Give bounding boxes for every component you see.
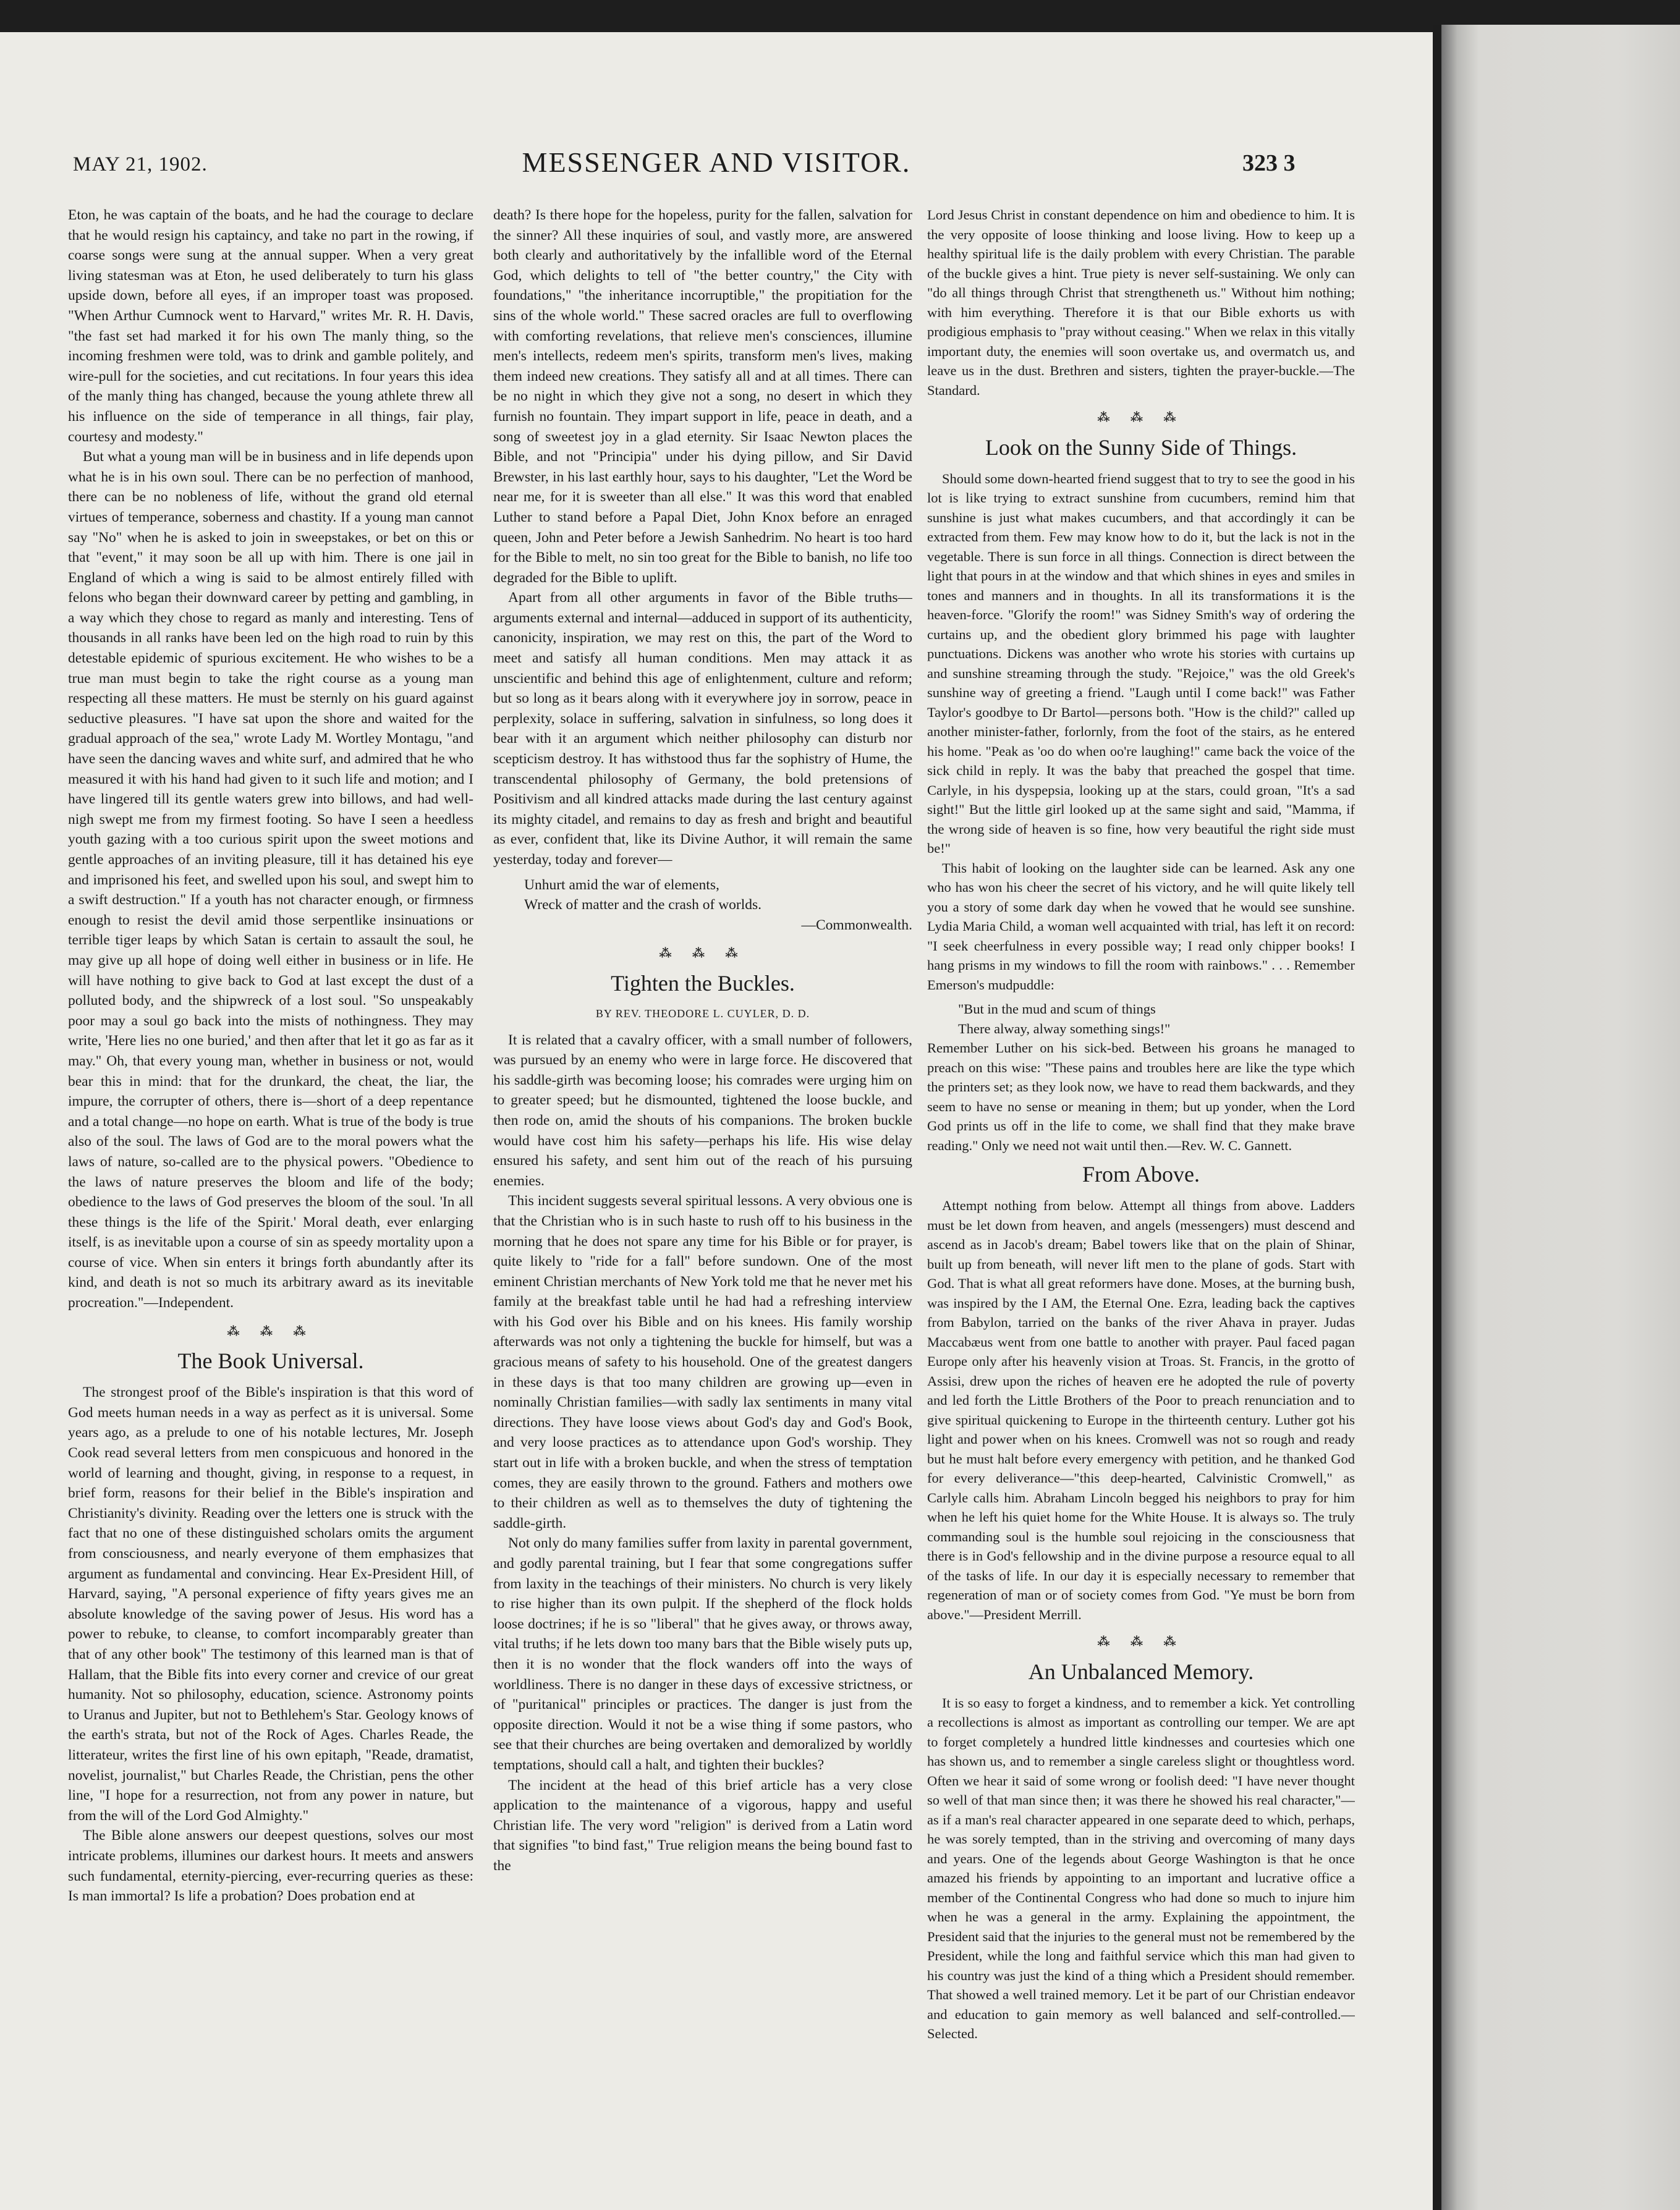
paragraph: It is so easy to forget a kindness, and to remember a kick. Yet controlling a recollections is almost as important as controlling our temper. We are apt to forget completely a hundred little kindnesses and courtesies which one has shown us, and to remember a single careless slight or thoughtless word. Often we hear it said of some wrong or foolish deed: "I have never thought so well of that man since then; it was there he showed his real character,"—as if a man's real character appeared in one separate deed to which, perhaps, he was sorely tempted, than in the striving and overcoming of many days and years. One of the legends about George Washington is that he once amazed his friends by appointing to an important and lucrative office a member of the Continental Congress who had done so much to injure him when he was a general in the army. Explaining the appointment, the President said that the injuries to the general must not be remembered by the President, while the long and faithful service which this man had given to his country was just the kind of a thing which a President should remember. That showed a well trained memory. Let it be part of our Christian endeavor and education to gain memory as well balanced and self-controlled.—Selected. xyxy=(927,1695,1355,2041)
paragraph: Attempt nothing from below. Attempt all things from above. Ladders must be let down from heaven, and angels (messengers) must descend and ascend as in Jacob's dream; Babel towers like that on the plain of Shinar, built up from beneath, will never lift men to the plane of gods. Start with God. That is what all great reformers have done. Moses, at the burning bush, was inspired by the I AM, the Eternal One. Ezra, leading back the captives from Babylon, tarried on the banks of the river Ahava in prayer. Judas Maccabæus went from one battle to another with prayer. Paul faced pagan Europe only after his heavenly vision at Troas. St. Francis, in the grotto of Assisi, drew upon the riches of heaven ere he adopted the rule of poverty and led forth the Little Brothers of the Poor to preach renunciation and to give spiritual quickening to Europe in the thirteenth century. Luther got his light and power when on his knees. Cromwell was not so rough and ready but he must halt before every emergency with petition, and he thanked God for every deliverance—"this deep-hearted, Calvinistic Cromwell," as Carlyle calls him. Abraham Lincoln begged his neighbors to pray for him when he left his quiet home for the White House. It is always so. The truly commanding soul is the humble soul rejoicing in the consciousness that there is in God's fellowship and in the divine purpose a resource equal to all of the tasks of life. In our day it is especially necessary to remember that regeneration of man or of society comes from God. "Ye must be born from above."—President Merrill. xyxy=(927,1198,1355,1622)
verse-line: "But in the mud and scum of things xyxy=(958,1001,1156,1017)
paragraph: This incident suggests several spiritual lessons. A very obvious one is that the Christian who is in such haste to rush off to his business in the morning that he does not spare any time for his Bible or for prayer, is quite likely to "ride for a fall" before sundown. One of the most eminent Christian merchants of New York told me that he never met his family at the breakfast table until he had had a refreshing interview with his God over his Bible and on his knees. His family worship afterwards was not only a tightening the buckle for himself, but was a gracious means of safety to his household. One of the greatest dangers in these days is that too many children are growing up—even in nominally Christian families—with sadly lax sentiments in many vital directions. They have loose views about God's day and God's Book, and very loose practices as to attendance upon God's worship. They start out in life with a broken buckle, and when the stress of temptation comes, they are easily thrown to the ground. Fathers and mothers owe to their children as well as to themselves the duty of tightening the saddle-girth. xyxy=(493,1193,912,1531)
paragraph: The strongest proof of the Bible's inspiration is that this word of God meets human needs in a way as perfect as it is universal. Some years ago, as a prelude to one of his notable lectures, Mr. Joseph Cook read several letters from men conspicuous and honored in the world of learning and thought, giving, in response to a request, in brief form, reasons for their belief in the Bible's inspiration and Christianity's divinity. Reading over the letters one is struck with the fact that no one of these distinguished scholars omits the argument from consciousness, and nearly everyone of them emphasizes that argument as fundamental and convincing. Hear Ex-President Hill, of Harvard, saying, "A personal experience of fifty years gives me an absolute knowledge of the saving power of Jesus. His word has a power to rebuke, to cleanse, to comfort incomparably greater than that of any other book" The testimony of this learned man is that of Hallam, that the Bible fits into every corner and crevice of our great humanity. Not so philosophy, education, science. Astronomy points to Uranus and Jupiter, but not to Bethlehem's Star. Geology knows of the earth's strata, but not of the Rock of Ages. Charles Reade, the litterateur, writes the first line of his own epitaph, "Reade, dramatist, novelist, journalist," but Charles Reade, the Christian, pens the other line, "I hope for a resurrection, not from any power in nature, but from the will of the Lord God Almighty." xyxy=(68,1384,473,1824)
paragraph: Should some down-hearted friend suggest that to try to see the good in his lot is like trying to extract sunshine from cucumbers, remind him that sunshine is just what makes cucumbers, and that accordingly it can be extracted from them. Few may know how to do it, but the lack is not in the vegetable. There is sun force in all things. Connection is direct between the light that pours in at the window and that which shines in eyes and smiles in tones and manners and in thoughts. In all its transformations it is the heaven-force. "Glorify the room!" was Sidney Smith's way of ordering the curtains up, and the obedient glory brimmed his page with laughter punctuations. Dickens was another who wrote his stories with curtains up and sunshine streaming through the study. "Rejoice," was the old Greek's sunshine way of greeting a friend. "Laugh until I come back!" was Father Taylor's goodbye to Dr Bartol—persons both. "How is the child?" called up another minister-father, forlornly, from the foot of the stairs, as he entered his home. "Peak as 'oo do when oo're laughing!" came back the voice of the sick child in reply. It was the baby that preached the gospel that time. Carlyle, in his dyspepsia, looking up at the stars, could groan, "It's a sad sight!" But the little girl looked up at the same sight and said, "Mamma, if the wrong side of heaven is so fine, how very beautiful the right side must be!" xyxy=(927,470,1355,856)
section-ornament: ⁂ ⁂ ⁂ xyxy=(1097,411,1185,425)
verse-line: Unhurt amid the war of elements, xyxy=(524,876,719,893)
paragraph: This habit of looking on the laughter side can be learned. Ask any one who has won his cheer the secret of his victory, and he will quite likely tell you a story of some dark day when he vowed that he would see sunshine. Lydia Maria Child, a woman well acquainted with trial, has left it on record: "I seek cheerfulness in every possible way; I read only chipper books! I hang prisms in my windows to fill the room with rainbows." . . . Remember Emerson's mudpuddle: xyxy=(927,860,1355,993)
article-heading-unbalanced-memory: An Unbalanced Memory. xyxy=(1028,1659,1254,1684)
verse-quote xyxy=(927,999,1355,1038)
gutter-shadow xyxy=(1433,25,1441,2210)
article-heading-tighten-buckles: Tighten the Buckles. xyxy=(611,970,795,996)
paragraph: Not only do many families suffer from laxity in parental government, and godly parental training, but I fear that some congregations suffer from laxity in the teachings of their ministers. No church is very likely to rise higher than its own pulpit. If the shepherd of the flock holds loose doctrines; if he is so "liberal" that he gives away, or throws away, vital truths; if he lets down too many bars that the Bible wisely puts up, then it is no wonder that the flock wanders off into the ways of worldliness. There is no danger in these days of excessive strictness, or of "puritanical" principles or practices. The danger is just from the opposite direction. Would it not be a wise thing if some pastors, who see that their churches are being overtaken and demoralized by worldly temptations, should call a halt, and tighten their buckles? xyxy=(493,1535,912,1773)
section-ornament: ⁂ ⁂ ⁂ xyxy=(1097,1635,1185,1649)
paragraph: The Bible alone answers our deepest questions, solves our most intricate problems, illumines our darkest hours. It meets and answers such fundamental, eternity-piercing, ever-recurring queries as these: Is man immortal? Is life a probation? Does probation end at xyxy=(68,1827,473,1905)
issue-date: MAY 21, 1902. xyxy=(73,153,208,176)
article-heading-sunny-side: Look on the Sunny Side of Things. xyxy=(985,434,1297,460)
article-byline: BY REV. THEODORE L. CUYLER, D. D. xyxy=(595,1007,810,1020)
verse-attribution: —Commonwealth. xyxy=(801,917,912,933)
paragraph: The incident at the head of this brief article has a very close application to the maintenance of a vigorous, happy and useful Christian life. The very word "religion" is derived from a Latin word that signifies "to bind fast," True religion means the being bound fast to the xyxy=(493,1777,912,1874)
verse-line: There alway, alway something sings!" xyxy=(958,1020,1171,1036)
column-2 xyxy=(493,205,912,2201)
section-ornament: ⁂ ⁂ ⁂ xyxy=(227,1324,315,1339)
masthead xyxy=(0,117,1433,179)
paragraph: But what a young man will be in business and in life depends upon what he is in his own soul. There can be no perfection of manhood, there can be no nobleness of life, without the grand old eternal virtues of temperance, soberness and chastity. If a young man cannot say "No" when he is asked to join in sweepstakes, or bet on this or that "event," it may soon be all up with him. There is one jail in England of which a wing is said to be almost entirely filled with felons who began their downward career by petting and gambling, in a way which they chose to regard as manly and interesting. Tens of thousands in all ranks have been led on the high road to ruin by this detestable epidemic of spurious excitement. He who wishes to be a true man must begin to take the right course as a young man respecting all these matters. He must be sternly on his guard against seductive pleasures. "I have sat upon the shore and waited for the gradual approach of the sea," wrote Lady M. Wortley Montagu, "and have seen the dancing waves and white surf, and admired that he who measured it with his hand had given to it such life and motion; and I have lingered till its gentle waters grew into billows, and had well-nigh swept me from my firmest footing. So have I seen a heedless youth gazing with a too curious spirit upon the sweet motions and gentle approaches of an inviting pleasure, till it has detained his eye and imprisoned his feet, and swelled upon his soul, and swept him to a swift destruction." If a youth has not character enough, or firmness enough to resist the devil amid those serpentlike insinuations or terrible tiger leaps by which Satan is certain to assault the soul, he may give up all hope of doing well either in business or in life. He will have nothing to give back to God at last except the dust of a polluted body, and the shipwreck of a lost soul. "So unspeakably poor may a soul go back into the mists of nothingness. They may write, 'Here lies no one buried,' and then after that let it go as far as it may." Oh, that every young man, whether in business or not, would bear this in mind: that for the drunkard, the cheat, the liar, the impure, the corrupter of others, there is—short of a deep repentance and a total change—no hope on earth. What is true of the body is true also of the soul. The laws of God are to the moral powers what the laws of nature, so-called are to the physical powers. "Obedience to the laws of nature preserves the bloom and life of the body; obedience to the laws of God preserves the bloom of the soul. 'In all these things is the life of the Spirit.' Moral death, ever enlarging itself, is as inevitable upon a course of sin as speedy mortality upon a course of vice. When sin enters it brings forth abundantly after its kind, and death is not so much its arbitrary award as its inevitable procreation."—Independent. xyxy=(68,449,473,1311)
page-number: 323 3 xyxy=(1242,150,1296,176)
paragraph: death? Is there hope for the hopeless, purity for the fallen, salvation for the sinner? All these inquiries of soul, and vastly more, are answered both clearly and authoritatively by the infallible word of the Eternal God, which delights to tell of "the better country," the City with foundations," "the inheritance incorruptible," the propitiation for the sins of the whole world." These sacred oracles are full to overflowing with comforting revelations, that relieve men's consciences, illumine men's intellects, redeem men's spirits, transform men's lives, making them indeed new creations. They satisfy all and at all times. There can be no night in which they give not a song, no desert in which they furnish no fountain. They impart support in life, peace in death, and a song of sweetest joy in a glad eternity. Sir Isaac Newton places the Bible, and not "Principia" under his dying pillow, and Sir David Brewster, in his last earthly hour, says to his daughter, "Let the Word be near me, for it is sweeter than all else." It was this word that enabled Luther to stand before a Papal Diet, John Knox before an enraged queen, John and Peter before a Jewish Sanhedrim. No heart is too hard for the Bible to melt, no sin too great for the Bible to banish, no life too degraded for the Bible to uplift. xyxy=(493,207,912,586)
paragraph: Eton, he was captain of the boats, and he had the courage to declare that he would resign his captaincy, and take no part in the rowing, if coarse songs were sung at the annual supper. When a very great living statesman was at Eton, he used deliberately to turn his glass upside down, before all eyes, if an improper toast was proposed. "When Arthur Cumnock went to Harvard," writes Mr. R. H. Davis, "the fast set had marked it for his own The manly thing, so the incoming freshmen were told, was to drink and gamble politely, and wire-pull for the societies, and cut recitations. In four years this idea of the manly thing has changed, because the young athlete threw all his influence on the side of temperance in all things, fair play, courtesy and modesty." xyxy=(68,207,473,445)
article-heading-from-above: From Above. xyxy=(1082,1162,1200,1187)
newspaper-page xyxy=(0,32,1433,2210)
paragraph: Remember Luther on his sick-bed. Between his groans he managed to preach on this wise: "These pains and troubles here are like the type which the printers set; as they look now, we have to read them backwards, and they seem to have no sense or meaning in them; but up yonder, when the Lord God prints us off in the life to come, we shall find that they make brave reading." Only we need not wait until then.—Rev. W. C. Gannett. xyxy=(927,1040,1355,1153)
section-ornament: ⁂ ⁂ ⁂ xyxy=(659,947,747,961)
paragraph: It is related that a cavalry officer, with a small number of followers, was pursued by an enemy who were in large force. He discovered that his saddle-girth was becoming loose; his comrades were urging him on to greater speed; but he dismounted, tightened the loose buckle, and then rode on, amid the shouts of his companions. The broken buckle would have cost him his safety—perhaps his life. His wise delay ensured his safety, and sent him out of the reach of his pursuing enemies. xyxy=(493,1031,912,1189)
book-edge xyxy=(1433,25,1680,2210)
paragraph: Apart from all other arguments in favor of the Bible truths—arguments external and internal—adduced in support of its authenticity, canonicity, inspiration, we may rest on this, the part of the Word to meet and satisfy all human conditions. Men may attack it as unscientific and behind this age of enlightenment, culture and reform; but so long as it bears along with it everywhere joy in sorrow, peace in perplexity, solace in suffering, salvation in sinfulness, so long does it bear with it an argument which neither philosophy can disturb nor scepticism destroy. It has withstood thus far the sophistry of Hume, the transcendental philosophy of Germany, the bold pretensions of Positivism and all kindred attacks made during the last century against its mighty citadel, and remains to day as fresh and bright and beautiful as ever, confident that, like its Divine Author, it will remain the same yesterday, today and forever— xyxy=(493,590,912,868)
column-1 xyxy=(68,205,473,2201)
newspaper-title: MESSENGER AND VISITOR. xyxy=(522,146,911,178)
verse-line: Wreck of matter and the crash of worlds. xyxy=(524,897,762,913)
verse-quote xyxy=(493,875,912,936)
scan-top-band xyxy=(0,0,1680,32)
paragraph: Lord Jesus Christ in constant dependence on him and obedience to him. It is the very opposite of loose thinking and loose living. How to keep up a healthy spiritual life is the daily problem with every Christian. The parable of the buckle gives a hint. True piety is never self-sustaining. We only can "do all things through Christ that strengtheneth us." Without him nothing; with him everything. Therefore it is that our Bible exhorts us with prodigious emphasis to "pray without ceasing." When we relax in this vitally important duty, the enemies will soon overtake us, and overmatch us, and leave us in the dust. Brethren and sisters, tighten the prayer-buckle.—The Standard. xyxy=(927,207,1355,398)
article-heading-book-universal: The Book Universal. xyxy=(177,1348,364,1374)
column-3 xyxy=(927,205,1355,2201)
